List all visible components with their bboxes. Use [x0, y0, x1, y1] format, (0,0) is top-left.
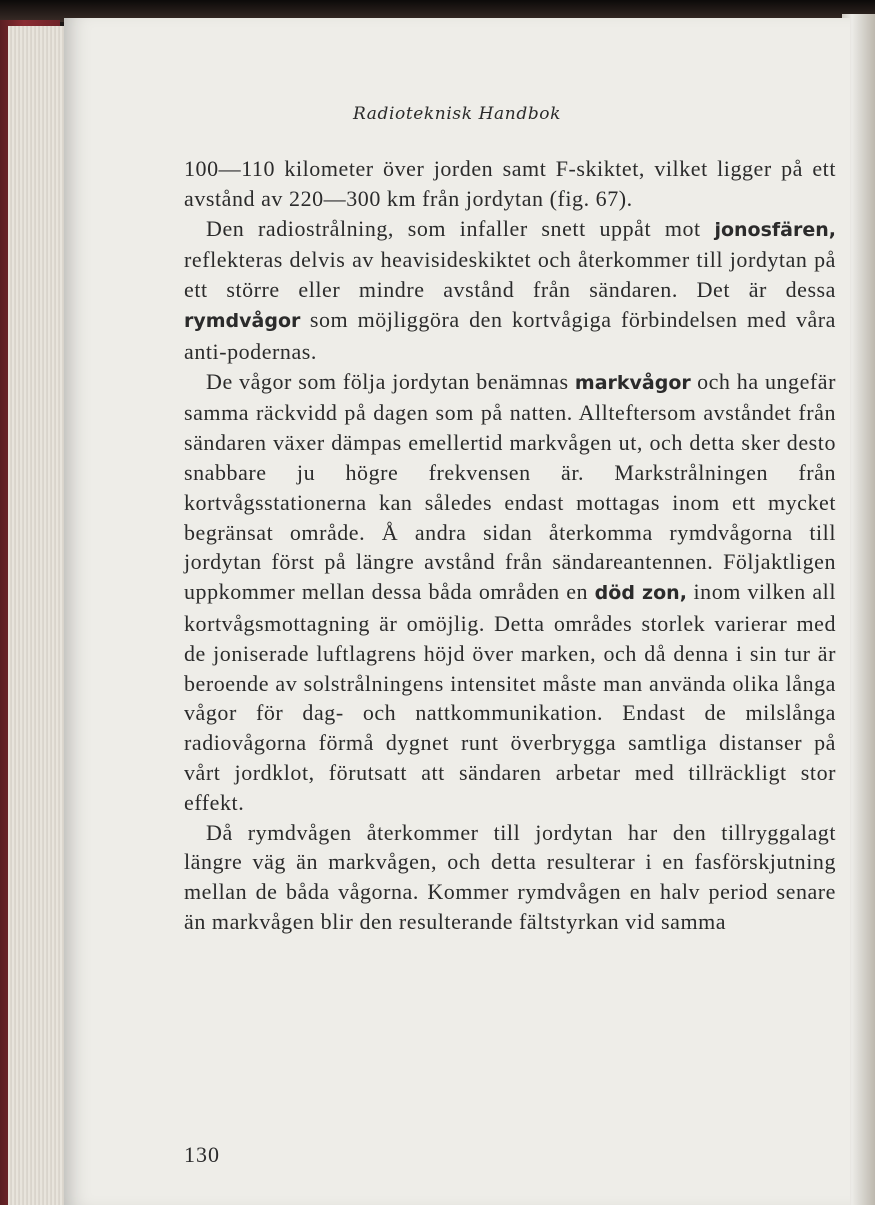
text-run: 100—110 kilometer över jorden samt F-skiktet, vilket ligger på ett avstånd av 220—300 km från jordytan (fig. 67).	[184, 156, 836, 211]
running-head: Radioteknisk Handbok	[352, 104, 562, 124]
text-run: reflekteras delvis av heavisideskiktet och återkommer till jordytan på ett större eller mindre avstånd från sändaren. Det är dessa	[184, 247, 836, 303]
paragraph	[184, 367, 836, 818]
text-run: inom vilken all kortvågsmottagning är omöjlig. Detta områdes storlek varierar med de joniserade luftlagrens höjd över marken, och då denna i sin tur är beroende av solstrålningens intensitet måste man använda olika långa vågor för dag- och nattkommunikation. Endast de milslånga radiovågorna förmå dygnet runt överbrygga samtliga distanser på vårt jordklot, förutsatt att sändaren arbetar med tillräckligt stor effekt.	[184, 579, 836, 815]
book-page	[64, 18, 850, 1205]
bold-term: rymdvågor	[184, 309, 301, 332]
text-run: De vågor som följa jordytan benämnas	[206, 368, 575, 394]
paragraph	[184, 214, 836, 367]
page-number: 130	[184, 1142, 220, 1167]
text-run: och ha ungefär samma räckvidd på dagen som på natten. Allteftersom avståndet från sändaren växer dämpas emellertid markvågen ut, och detta sker desto snabbare ju högre frekvensen är. Markstrålningen från kortvågsstationerna kan således endast mottagas inom ett mycket begränsat område. Å andra sidan återkomma rymdvågorna till jordytan först på längre avstånd från sändareantennen. Följaktligen uppkommer mellan dessa båda områden en	[184, 368, 836, 605]
bold-term: död zon,	[594, 582, 687, 605]
page-edges	[8, 26, 68, 1205]
bold-term: markvågor	[574, 371, 691, 394]
body-text	[184, 154, 836, 937]
text-run: Den radiostrålning, som infaller snett uppåt mot	[206, 215, 715, 241]
text-run: som möjliggöra den kortvågiga förbindelsen med våra anti-podernas.	[184, 306, 836, 364]
bold-term: jonosfären,	[714, 218, 836, 241]
paragraph	[184, 154, 836, 214]
text-run: Då rymdvågen återkommer till jordytan har den tillryggalagt längre väg än markvågen, och detta resulterar i en fasförskjutning mellan de båda vågorna. Kommer rymdvågen en halv period senare än markvågen blir den resulterande fältstyrkan vid samma	[184, 819, 836, 934]
paragraph	[184, 818, 836, 937]
